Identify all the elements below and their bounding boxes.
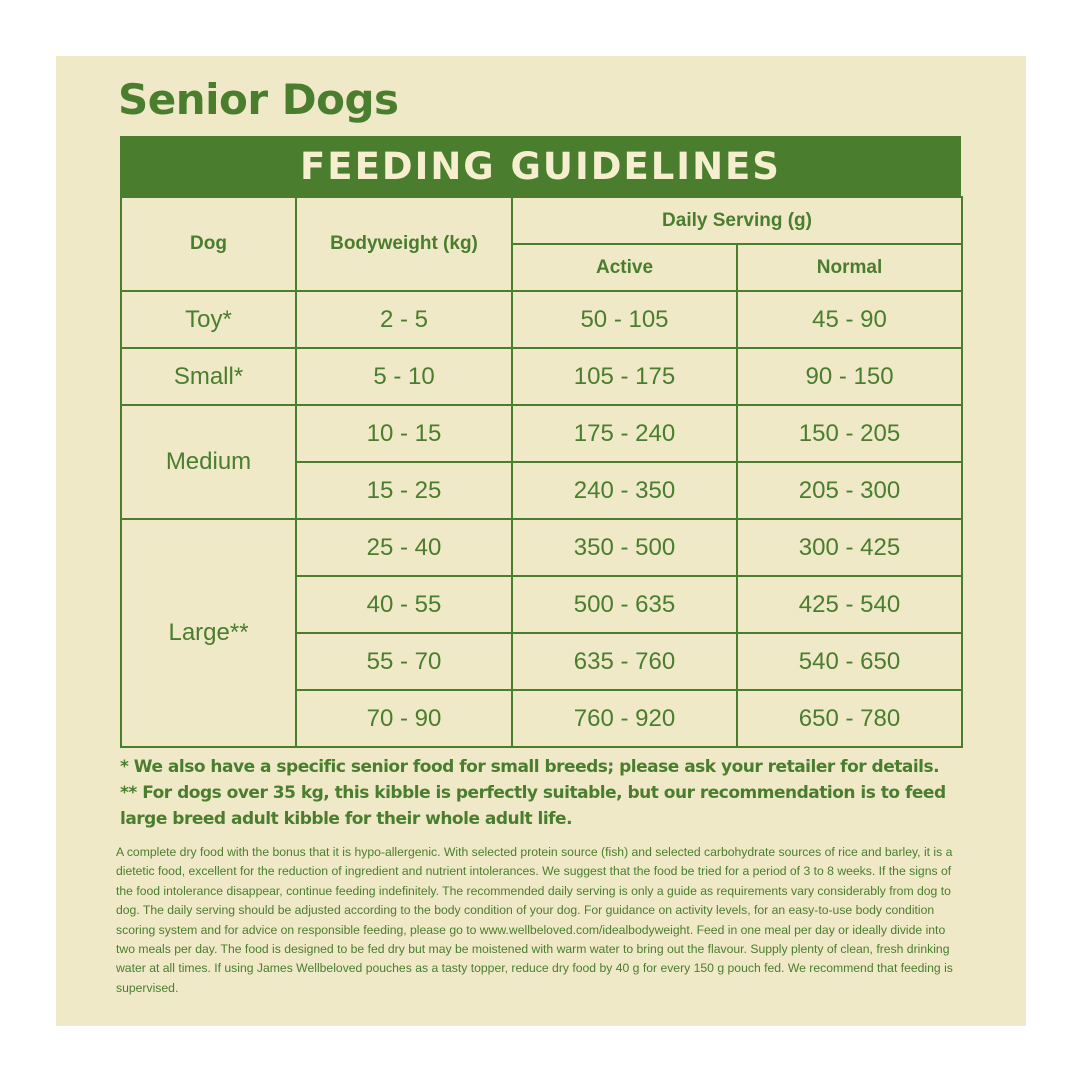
header-active: Active [512,244,737,291]
active-serving-cell: 500 - 635 [512,576,737,633]
active-serving-cell: 240 - 350 [512,462,737,519]
header-bodyweight: Bodyweight (kg) [296,197,512,291]
page-title: Senior Dogs [118,75,399,124]
normal-serving-cell: 425 - 540 [737,576,962,633]
active-serving-cell: 350 - 500 [512,519,737,576]
footnote-large-dogs: ** For dogs over 35 kg, this kibble is perfectly suitable, but our recommendation is to feed [120,783,946,803]
feeding-guidelines-header: FEEDING GUIDELINES [120,136,961,197]
dog-size-cell: Small* [121,348,296,405]
bodyweight-cell: 70 - 90 [296,690,512,747]
normal-serving-cell: 540 - 650 [737,633,962,690]
feeding-guide-panel [56,56,1026,1026]
bodyweight-cell: 40 - 55 [296,576,512,633]
product-description: A complete dry food with the bonus that it is hypo-allergenic. With selected protein source (fish) and selected carbohydrate sources of rice and barley, it is a dietetic food, excellent for the reduction of ingredient and nutrient intolerances. We suggest that the food be tried for a period of 3 to 8 weeks. If the signs of the food intolerance disappear, continue feeding indefinitely. The recommended daily serving is only a guide as requirements vary considerably from dog to dog. The daily serving should be adjusted according to the body condition of your dog. For guidance on activity levels, for an easy-to-use body condition scoring system and for advice on responsible feeding, please go to www.wellbeloved.com/idealbodyweight. Feed in one meal per day or ideally divide into two meals per day. The food is designed to be fed dry but may be moistened with warm water to bring out the flavour. Supply plenty of clean, fresh drinking water at all times. If using James Wellbeloved pouches as a tasty topper, reduce dry food by 40 g for every 150 g pouch fed. We recommend that feeding is supervised. [116,845,953,995]
normal-serving-cell: 650 - 780 [737,690,962,747]
dog-size-cell: Large** [121,519,296,747]
header-daily-serving: Daily Serving (g) [512,197,962,244]
active-serving-cell: 175 - 240 [512,405,737,462]
normal-serving-cell: 300 - 425 [737,519,962,576]
bodyweight-cell: 2 - 5 [296,291,512,348]
bodyweight-cell: 25 - 40 [296,519,512,576]
table-row [121,348,962,405]
table-row [121,291,962,348]
normal-serving-cell: 205 - 300 [737,462,962,519]
active-serving-cell: 760 - 920 [512,690,737,747]
bodyweight-cell: 55 - 70 [296,633,512,690]
header-normal: Normal [737,244,962,291]
bodyweight-cell: 10 - 15 [296,405,512,462]
header-dog: Dog [121,197,296,291]
table-row [121,405,962,462]
dog-size-cell: Medium [121,405,296,519]
dog-size-cell: Toy* [121,291,296,348]
normal-serving-cell: 90 - 150 [737,348,962,405]
active-serving-cell: 635 - 760 [512,633,737,690]
normal-serving-cell: 45 - 90 [737,291,962,348]
bodyweight-cell: 5 - 10 [296,348,512,405]
bodyweight-cell: 15 - 25 [296,462,512,519]
active-serving-cell: 50 - 105 [512,291,737,348]
table-row [121,519,962,576]
normal-serving-cell: 150 - 205 [737,405,962,462]
feeding-table [120,196,963,748]
footnote-large-dogs-continued: large breed adult kibble for their whole adult life. [120,809,573,829]
footnote-small-breeds: * We also have a specific senior food for small breeds; please ask your retailer for details. [120,757,940,777]
footnotes [120,754,1000,832]
active-serving-cell: 105 - 175 [512,348,737,405]
